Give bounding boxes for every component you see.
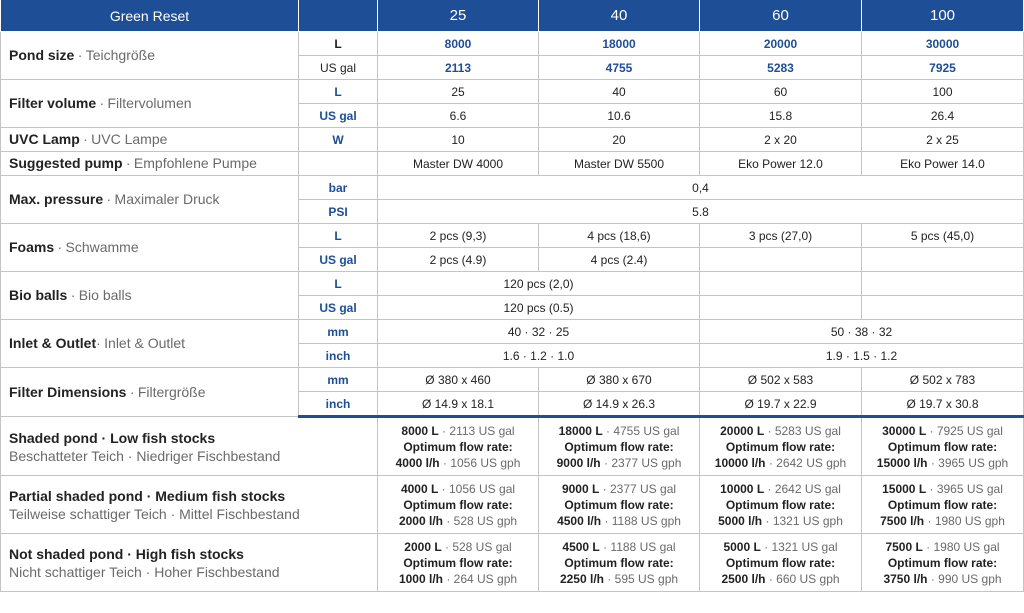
value-cell: 25 — [378, 80, 539, 104]
pond-volume: 30000 L — [882, 423, 927, 438]
flow-rate: 4000 l/h — [395, 455, 440, 470]
optimum-flow-line — [539, 439, 699, 455]
value-cell: 60 — [700, 80, 862, 104]
value-cell: 1.9 · 1.5 · 1.2 — [700, 344, 1024, 368]
row-label-main: Pond size — [9, 47, 75, 63]
bio-balls-label — [1, 272, 299, 320]
scenario-title: Partial shaded pond · Medium fish stocks — [9, 487, 286, 504]
value-cell: Ø 502 x 583 — [700, 368, 862, 392]
value-cell: 8000 — [378, 32, 539, 56]
flow-rate-line — [378, 513, 538, 529]
optimum-flow-line — [862, 497, 1023, 513]
scenario-title: Shaded pond · Low fish stocks — [9, 429, 216, 446]
unit-cell: inch — [299, 344, 378, 368]
pond-volume: 9000 L — [561, 481, 600, 496]
scenario-title: Not shaded pond · High fish stocks — [9, 545, 244, 562]
pond-volume-gal: · 3965 US gal — [929, 481, 1003, 496]
flow-rate-gph: · 264 US gph — [446, 571, 518, 586]
pond-volume-line — [862, 481, 1023, 497]
value-cell: Master DW 5500 — [539, 152, 700, 176]
pond-volume: 5000 L — [723, 539, 761, 554]
pond-volume-line — [700, 481, 861, 497]
optimum-flow-line — [378, 497, 538, 513]
value-cell: 10.6 — [539, 104, 700, 128]
row-label-sep: · — [129, 383, 135, 400]
value-cell: 2 pcs (4.9) — [378, 248, 539, 272]
row-label-main: Filter Dimensions — [9, 383, 127, 400]
flow-rate: 4500 l/h — [557, 513, 602, 528]
unit-cell: mm — [299, 320, 378, 344]
pond-volume-gal: · 2642 US gal — [767, 481, 841, 496]
foams-label — [1, 224, 299, 272]
flow-rate-gph: · 2377 US gph — [603, 455, 682, 470]
optimum-flow-line — [539, 555, 699, 571]
value-cell: Ø 14.9 x 18.1 — [378, 392, 539, 417]
flow-rate-line — [539, 513, 699, 529]
scenario-cell — [378, 534, 539, 592]
header-model-40: 40 — [539, 0, 700, 32]
scenario-cell — [378, 476, 539, 534]
value-cell: 2 pcs (9,3) — [378, 224, 539, 248]
optimum-flow-label: Optimum flow rate: — [887, 497, 998, 512]
value-cell: 4755 — [539, 56, 700, 80]
value-cell: 120 pcs (0.5) — [378, 296, 700, 320]
flow-rate: 1000 l/h — [398, 571, 443, 586]
value-cell: Ø 380 x 460 — [378, 368, 539, 392]
row-label-main: Suggested pump — [9, 155, 123, 171]
optimum-flow-label: Optimum flow rate: — [887, 439, 998, 454]
pond-volume-line — [539, 539, 699, 555]
value-cell: 15.8 — [700, 104, 862, 128]
flow-rate-line — [862, 571, 1023, 587]
inlet-outlet-label — [1, 320, 299, 368]
flow-rate-gph: · 1056 US gph — [442, 455, 521, 470]
pond-size-row-l — [1, 32, 1024, 56]
value-cell-empty — [700, 272, 862, 296]
scenario-cell — [700, 417, 862, 476]
row-label-sub: Inlet & Outlet — [104, 335, 186, 351]
unit-cell-empty — [299, 152, 378, 176]
flow-rate-line — [539, 455, 699, 471]
unit-cell: W — [299, 128, 378, 152]
pond-volume-gal: · 2113 US gal — [442, 423, 515, 438]
flow-rate: 7500 l/h — [880, 513, 925, 528]
scenario-cell — [700, 476, 862, 534]
pond-size-label — [1, 32, 299, 80]
scenario-cell — [700, 534, 862, 592]
optimum-flow-label: Optimum flow rate: — [725, 439, 836, 454]
max-pressure-label — [1, 176, 299, 224]
pond-volume: 2000 L — [404, 539, 442, 554]
inlet-outlet-row-mm — [1, 320, 1024, 344]
value-cell-empty — [700, 296, 862, 320]
table-title: Green Reset — [1, 0, 299, 32]
pond-volume-gal: · 5283 US gal — [767, 423, 841, 438]
value-cell: 4 pcs (2.4) — [539, 248, 700, 272]
filter-dimensions-label — [1, 368, 299, 417]
flow-rate-gph: · 595 US gph — [607, 571, 679, 586]
optimum-flow-label: Optimum flow rate: — [564, 439, 674, 454]
optimum-flow-label: Optimum flow rate: — [403, 555, 513, 570]
row-label-sub: Schwamme — [65, 239, 139, 255]
row-label-main: Foams — [9, 239, 55, 255]
value-cell: 7925 — [862, 56, 1024, 80]
optimum-flow-line — [700, 439, 861, 455]
scenario-label — [1, 476, 378, 534]
optimum-flow-label: Optimum flow rate: — [887, 555, 998, 570]
unit-cell: US gal — [299, 248, 378, 272]
value-cell: 10 — [378, 128, 539, 152]
row-label-sep: · — [125, 155, 131, 171]
optimum-flow-label: Optimum flow rate: — [564, 555, 674, 570]
optimum-flow-line — [378, 439, 538, 455]
row-label-sub: Filtervolumen — [107, 95, 192, 111]
header-model-100: 100 — [862, 0, 1024, 32]
value-cell: Ø 19.7 x 22.9 — [700, 392, 862, 417]
row-label-main: Bio balls — [9, 287, 68, 303]
pond-volume-line — [378, 423, 538, 439]
value-cell: 2 x 25 — [862, 128, 1024, 152]
unit-cell: L — [299, 224, 378, 248]
value-cell: 30000 — [862, 32, 1024, 56]
pond-volume: 4500 L — [562, 539, 600, 554]
uvc-lamp-label — [1, 128, 299, 152]
scenario-subtitle: Beschatteter Teich · Niedriger Fischbestand — [9, 447, 281, 464]
pond-volume: 15000 L — [882, 481, 927, 496]
unit-cell: L — [299, 32, 378, 56]
unit-cell: L — [299, 272, 378, 296]
optimum-flow-label: Optimum flow rate: — [725, 555, 836, 570]
row-label-sub: UVC Lampe — [91, 131, 168, 147]
pond-volume: 8000 L — [401, 423, 439, 438]
row-label-sep: · — [70, 287, 76, 303]
row-label-main: Filter volume — [9, 95, 97, 111]
pond-volume: 18000 L — [558, 423, 603, 438]
value-cell: Ø 380 x 670 — [539, 368, 700, 392]
value-cell: 20000 — [700, 32, 862, 56]
filter-volume-label — [1, 80, 299, 128]
filter-volume-row-l — [1, 80, 1024, 104]
unit-cell: L — [299, 80, 378, 104]
value-cell: 50 · 38 · 32 — [700, 320, 1024, 344]
value-cell: Master DW 4000 — [378, 152, 539, 176]
flow-rate-line — [862, 513, 1023, 529]
flow-rate-line — [378, 571, 538, 587]
optimum-flow-line — [700, 555, 861, 571]
flow-rate: 2000 l/h — [398, 513, 443, 528]
scenario-row — [1, 417, 1024, 476]
scenario-row — [1, 534, 1024, 592]
scenario-label — [1, 534, 378, 592]
row-label-sub: Empfohlene Pumpe — [133, 155, 257, 171]
flow-rate-gph: · 1321 US gph — [765, 513, 843, 528]
pond-volume-line — [378, 539, 538, 555]
header-row — [1, 0, 1024, 32]
pond-volume: 10000 L — [720, 481, 765, 496]
flow-rate: 2500 l/h — [721, 571, 766, 586]
row-label-sep: · — [83, 131, 88, 147]
row-label-sep: · — [99, 95, 105, 111]
flow-rate: 5000 l/h — [718, 513, 763, 528]
pond-volume-line — [700, 539, 861, 555]
value-cell: 5.8 — [378, 200, 1024, 224]
scenario-label — [1, 417, 378, 476]
row-label-sub: Filtergröße — [137, 383, 206, 400]
pond-volume-gal: · 1321 US gal — [764, 539, 838, 554]
row-label-sep: · — [96, 335, 101, 351]
flow-rate-gph: · 1188 US gph — [604, 513, 681, 528]
scenario-subtitle: Teilweise schattiger Teich · Mittel Fischbestand — [9, 505, 300, 522]
flow-rate: 3750 l/h — [883, 571, 928, 586]
bio-balls-row-l — [1, 272, 1024, 296]
scenario-cell — [539, 417, 700, 476]
value-cell: 3 pcs (27,0) — [700, 224, 862, 248]
header-unit-spacer — [299, 0, 378, 32]
scenario-section — [1, 417, 1024, 592]
pond-volume: 4000 L — [400, 481, 439, 496]
pond-volume-line — [539, 423, 699, 439]
header-model-60: 60 — [700, 0, 862, 32]
scenario-cell — [862, 476, 1024, 534]
flow-rate: 9000 l/h — [556, 455, 601, 470]
suggested-pump-label — [1, 152, 299, 176]
flow-rate-line — [700, 455, 861, 471]
value-cell: 1.6 · 1.2 · 1.0 — [378, 344, 700, 368]
unit-cell: PSI — [299, 200, 378, 224]
flow-rate-gph: · 3965 US gph — [930, 455, 1009, 470]
value-cell: 4 pcs (18,6) — [539, 224, 700, 248]
pond-volume-gal: · 1056 US gal — [441, 481, 516, 496]
scenario-subtitle: Nicht schattiger Teich · Hoher Fischbestand — [9, 563, 280, 580]
flow-rate-line — [700, 513, 861, 529]
scenario-cell — [539, 534, 700, 592]
row-label-sub: Teichgröße — [85, 47, 155, 63]
pond-volume-gal: · 7925 US gal — [929, 423, 1003, 438]
row-label-main: Inlet & Outlet — [9, 335, 97, 351]
scenario-row — [1, 476, 1024, 534]
unit-cell: US gal — [299, 296, 378, 320]
pond-volume-line — [862, 423, 1023, 439]
value-cell: 2 x 20 — [700, 128, 862, 152]
pond-volume-line — [378, 481, 538, 497]
value-cell: 100 — [862, 80, 1024, 104]
row-label-main: UVC Lamp — [9, 131, 80, 147]
row-label-sub: Bio balls — [78, 287, 132, 303]
suggested-pump-row — [1, 152, 1024, 176]
value-cell-empty — [862, 272, 1024, 296]
optimum-flow-label: Optimum flow rate: — [725, 497, 836, 512]
value-cell: 18000 — [539, 32, 700, 56]
flow-rate: 10000 l/h — [714, 455, 766, 470]
value-cell: 40 — [539, 80, 700, 104]
scenario-cell — [378, 417, 539, 476]
value-cell: Ø 14.9 x 26.3 — [539, 392, 700, 417]
row-label-sub: Maximaler Druck — [114, 191, 220, 207]
uvc-lamp-row — [1, 128, 1024, 152]
flow-rate: 15000 l/h — [876, 455, 928, 470]
value-cell: 5 pcs (45,0) — [862, 224, 1024, 248]
value-cell: 40 · 32 · 25 — [378, 320, 700, 344]
header-model-25: 25 — [378, 0, 539, 32]
foams-row-l — [1, 224, 1024, 248]
optimum-flow-line — [378, 555, 538, 571]
pond-volume: 20000 L — [720, 423, 765, 438]
flow-rate: 2250 l/h — [559, 571, 604, 586]
pond-volume-gal: · 528 US gal — [445, 539, 512, 554]
flow-rate-line — [539, 571, 699, 587]
pond-volume-gal: · 1980 US gal — [926, 539, 1000, 554]
row-label-sep: · — [57, 239, 63, 255]
value-cell: 2113 — [378, 56, 539, 80]
pond-volume-line — [539, 481, 699, 497]
value-cell-empty — [700, 248, 862, 272]
scenario-cell — [539, 476, 700, 534]
optimum-flow-label: Optimum flow rate: — [564, 497, 674, 512]
value-cell: 20 — [539, 128, 700, 152]
pond-volume-gal: · 4755 US gal — [606, 423, 680, 438]
optimum-flow-line — [862, 439, 1023, 455]
pond-volume-gal: · 2377 US gal — [602, 481, 677, 496]
value-cell: Ø 19.7 x 30.8 — [862, 392, 1024, 417]
pond-volume-gal: · 1188 US gal — [603, 539, 676, 554]
flow-rate-gph: · 660 US gph — [768, 571, 840, 586]
flow-rate-line — [378, 455, 538, 471]
optimum-flow-line — [700, 497, 861, 513]
flow-rate-gph: · 1980 US gph — [927, 513, 1005, 528]
unit-cell: inch — [299, 392, 378, 417]
pond-volume-line — [700, 423, 861, 439]
unit-cell: mm — [299, 368, 378, 392]
flow-rate-gph: · 990 US gph — [930, 571, 1002, 586]
flow-rate-line — [862, 455, 1023, 471]
row-label-main: Max. pressure — [9, 191, 104, 207]
flow-rate-gph: · 528 US gph — [446, 513, 518, 528]
value-cell: 6.6 — [378, 104, 539, 128]
filter-dimensions-row-mm — [1, 368, 1024, 392]
value-cell: Eko Power 14.0 — [862, 152, 1024, 176]
unit-cell: US gal — [299, 56, 378, 80]
row-label-sep: · — [106, 191, 112, 207]
value-cell: 5283 — [700, 56, 862, 80]
value-cell: Eko Power 12.0 — [700, 152, 862, 176]
flow-rate-line — [700, 571, 861, 587]
pond-volume: 7500 L — [885, 539, 923, 554]
value-cell: 120 pcs (2,0) — [378, 272, 700, 296]
max-pressure-row-bar — [1, 176, 1024, 200]
value-cell-empty — [862, 296, 1024, 320]
row-label-sep: · — [77, 47, 83, 63]
optimum-flow-line — [862, 555, 1023, 571]
unit-cell: US gal — [299, 104, 378, 128]
value-cell: Ø 502 x 783 — [862, 368, 1024, 392]
optimum-flow-label: Optimum flow rate: — [403, 439, 513, 454]
value-cell: 0,4 — [378, 176, 1024, 200]
value-cell-empty — [862, 248, 1024, 272]
pond-volume-line — [862, 539, 1023, 555]
unit-cell: bar — [299, 176, 378, 200]
optimum-flow-line — [539, 497, 699, 513]
scenario-cell — [862, 417, 1024, 476]
flow-rate-gph: · 2642 US gph — [768, 455, 847, 470]
scenario-cell — [862, 534, 1024, 592]
value-cell: 26.4 — [862, 104, 1024, 128]
optimum-flow-label: Optimum flow rate: — [403, 497, 513, 512]
